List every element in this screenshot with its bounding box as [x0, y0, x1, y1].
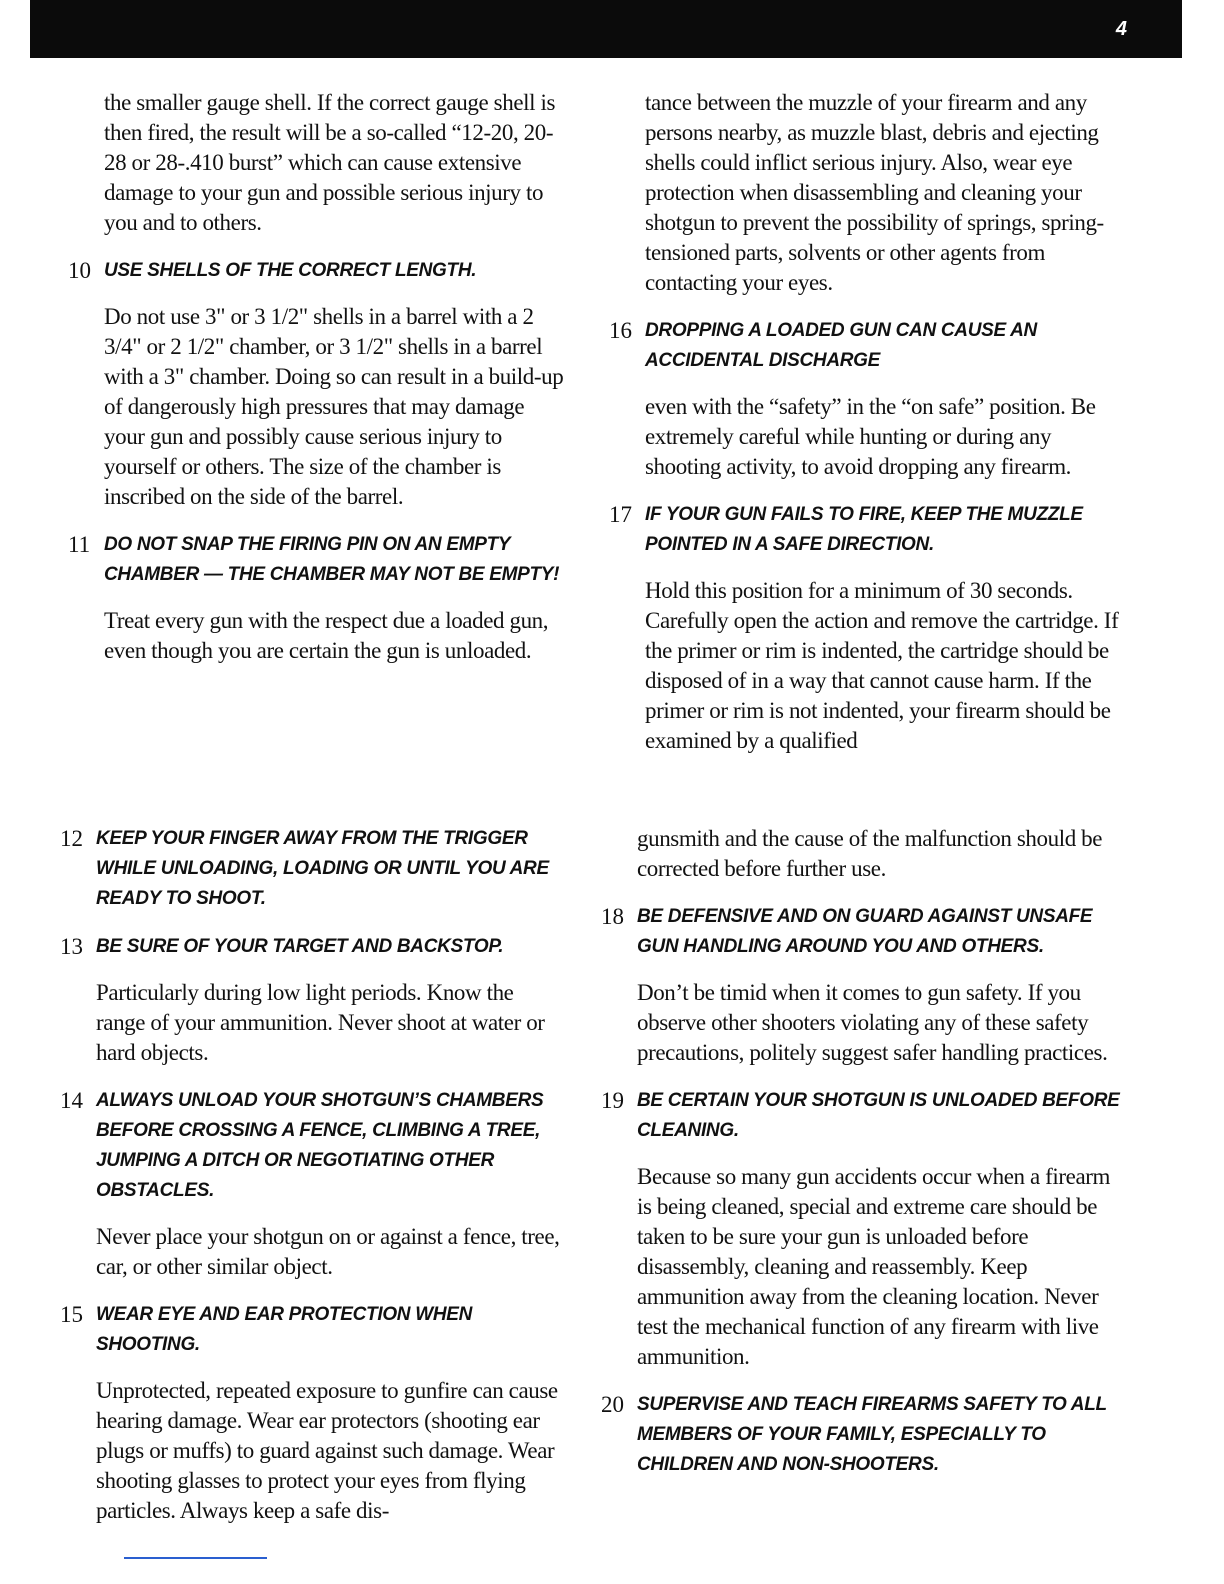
- rule-13: [60, 932, 566, 1068]
- rule-heading: DO NOT SNAP THE FIRING PIN ON AN EMPTY CHAMBER — THE CHAMBER MAY NOT BE EMPTY!: [104, 534, 560, 585]
- rule-19: [601, 1086, 1123, 1372]
- rule-body: Particularly during low light periods. Know the range of your ammunition. Never shoot at water or hard objects.: [96, 980, 545, 1065]
- header-bar: [30, 0, 1182, 58]
- rule-body: Treat every gun with the respect due a loaded gun, even though you are certain the gun is unloaded.: [104, 608, 549, 663]
- rule-heading: WEAR EYE AND EAR PROTECTION WHEN SHOOTING.: [96, 1304, 473, 1355]
- bottom-left-column: [60, 824, 566, 1526]
- rule-number: 13: [60, 934, 83, 959]
- rule-number: 11: [68, 532, 91, 557]
- rule-body: Never place your shotgun on or against a fence, tree, car, or other similar object.: [96, 1224, 560, 1279]
- rule-heading: DROPPING A LOADED GUN CAN CAUSE AN ACCIDENTAL DISCHARGE: [645, 320, 1037, 371]
- continued-text: the smaller gauge shell. If the correct gauge shell is then fired, the result will be a so-called “12-20, 20-28 or 28-.410 burst” which can cause extensive damage to your gun and possible serious injury to you and to others.: [104, 90, 556, 235]
- rule-10: [68, 256, 566, 512]
- footer-rule: [124, 1557, 267, 1559]
- rule-body: Hold this position for a minimum of 30 seconds. Carefully open the action and remove the cartridge. If the primer or rim is indented, the cartridge should be disposed of in a way that cannot cause harm. If the primer or rim is not indented, your firearm should be examined by a qualified: [645, 578, 1119, 753]
- rule-heading: BE CERTAIN YOUR SHOTGUN IS UNLOADED BEFORE CLEANING.: [637, 1090, 1120, 1141]
- rule-body: Do not use 3" or 3 1/2" shells in a barrel with a 2 3/4" or 2 1/2" chamber, or 3 1/2" shells in a barrel with a 3" chamber. Doing so can result in a build-up of dangerously high pressures that may damage your gun and possibly cause serious injury to yourself or others. The size of the chamber is inscribed on the side of the barrel.: [104, 304, 564, 509]
- rule-body: Unprotected, repeated exposure to gunfire can cause hearing damage. Wear ear protectors (shooting ear plugs or muffs) to guard against such damage. Wear shooting glasses to protect your eyes from flying particles. Always keep a safe dis-: [96, 1378, 558, 1523]
- rule-20: [601, 1390, 1123, 1480]
- rule-number: 20: [601, 1392, 624, 1417]
- rule-11: [68, 530, 566, 666]
- rule-heading: ALWAYS UNLOAD YOUR SHOTGUN’S CHAMBERS BEFORE CROSSING A FENCE, CLIMBING A TREE, JUMPING A DITCH OR NEGOTIATING OTHER OBSTACLES.: [96, 1090, 544, 1201]
- rule-heading: BE SURE OF YOUR TARGET AND BACKSTOP.: [96, 936, 504, 957]
- top-right-column: [609, 88, 1123, 756]
- rule-heading: KEEP YOUR FINGER AWAY FROM THE TRIGGER WHILE UNLOADING, LOADING OR UNTIL YOU ARE READY TO SHOOT.: [96, 828, 549, 909]
- rule-number: 18: [601, 904, 624, 929]
- rule-number: 14: [60, 1088, 83, 1113]
- rule-heading: USE SHELLS OF THE CORRECT LENGTH.: [104, 260, 477, 281]
- rule-body: Because so many gun accidents occur when a firearm is being cleaned, special and extreme care should be taken to be sure your gun is unloaded before disassembly, cleaning and reassembly. Keep ammunition away from the cleaning location. Never test the mechanical function of any firearm with live ammunition.: [637, 1164, 1111, 1369]
- rule-body: even with the “safety” in the “on safe” position. Be extremely careful while hunting or during any shooting activity, to avoid dropping any firearm.: [645, 394, 1096, 479]
- rule-12: [60, 824, 566, 914]
- rule-15: [60, 1300, 566, 1526]
- rule-18: [601, 902, 1123, 1068]
- continued-text: tance between the muzzle of your firearm and any persons nearby, as muzzle blast, debris and ejecting shells could inflict serious injury. Also, wear eye protection when disassembling and cleaning your shotgun to prevent the possibility of springs, spring-tensioned parts, solvents or other agents from contacting your eyes.: [645, 90, 1104, 295]
- rule-17: [609, 500, 1123, 756]
- rule-number: 10: [68, 258, 91, 283]
- top-left-column: [68, 88, 566, 666]
- rule-number: 16: [609, 318, 632, 343]
- rule-heading: IF YOUR GUN FAILS TO FIRE, KEEP THE MUZZLE POINTED IN A SAFE DIRECTION.: [645, 504, 1083, 555]
- rule-number: 17: [609, 502, 632, 527]
- rule-number: 15: [60, 1302, 83, 1327]
- rule-14: [60, 1086, 566, 1282]
- rule-heading: SUPERVISE AND TEACH FIREARMS SAFETY TO ALL MEMBERS OF YOUR FAMILY, ESPECIALLY TO CHILDREN AND NON-SHOOTERS.: [637, 1394, 1107, 1475]
- bottom-right-column: [601, 824, 1123, 1480]
- continued-text: gunsmith and the cause of the malfunction should be corrected before further use.: [637, 826, 1103, 881]
- page-number: 4: [1115, 18, 1127, 40]
- rule-number: 19: [601, 1088, 624, 1113]
- rule-number: 12: [60, 826, 83, 851]
- rule-16: [609, 316, 1123, 482]
- rule-heading: BE DEFENSIVE AND ON GUARD AGAINST UNSAFE GUN HANDLING AROUND YOU AND OTHERS.: [637, 906, 1093, 957]
- rule-body: Don’t be timid when it comes to gun safety. If you observe other shooters violating any of these safety precautions, politely suggest safer handling practices.: [637, 980, 1108, 1065]
